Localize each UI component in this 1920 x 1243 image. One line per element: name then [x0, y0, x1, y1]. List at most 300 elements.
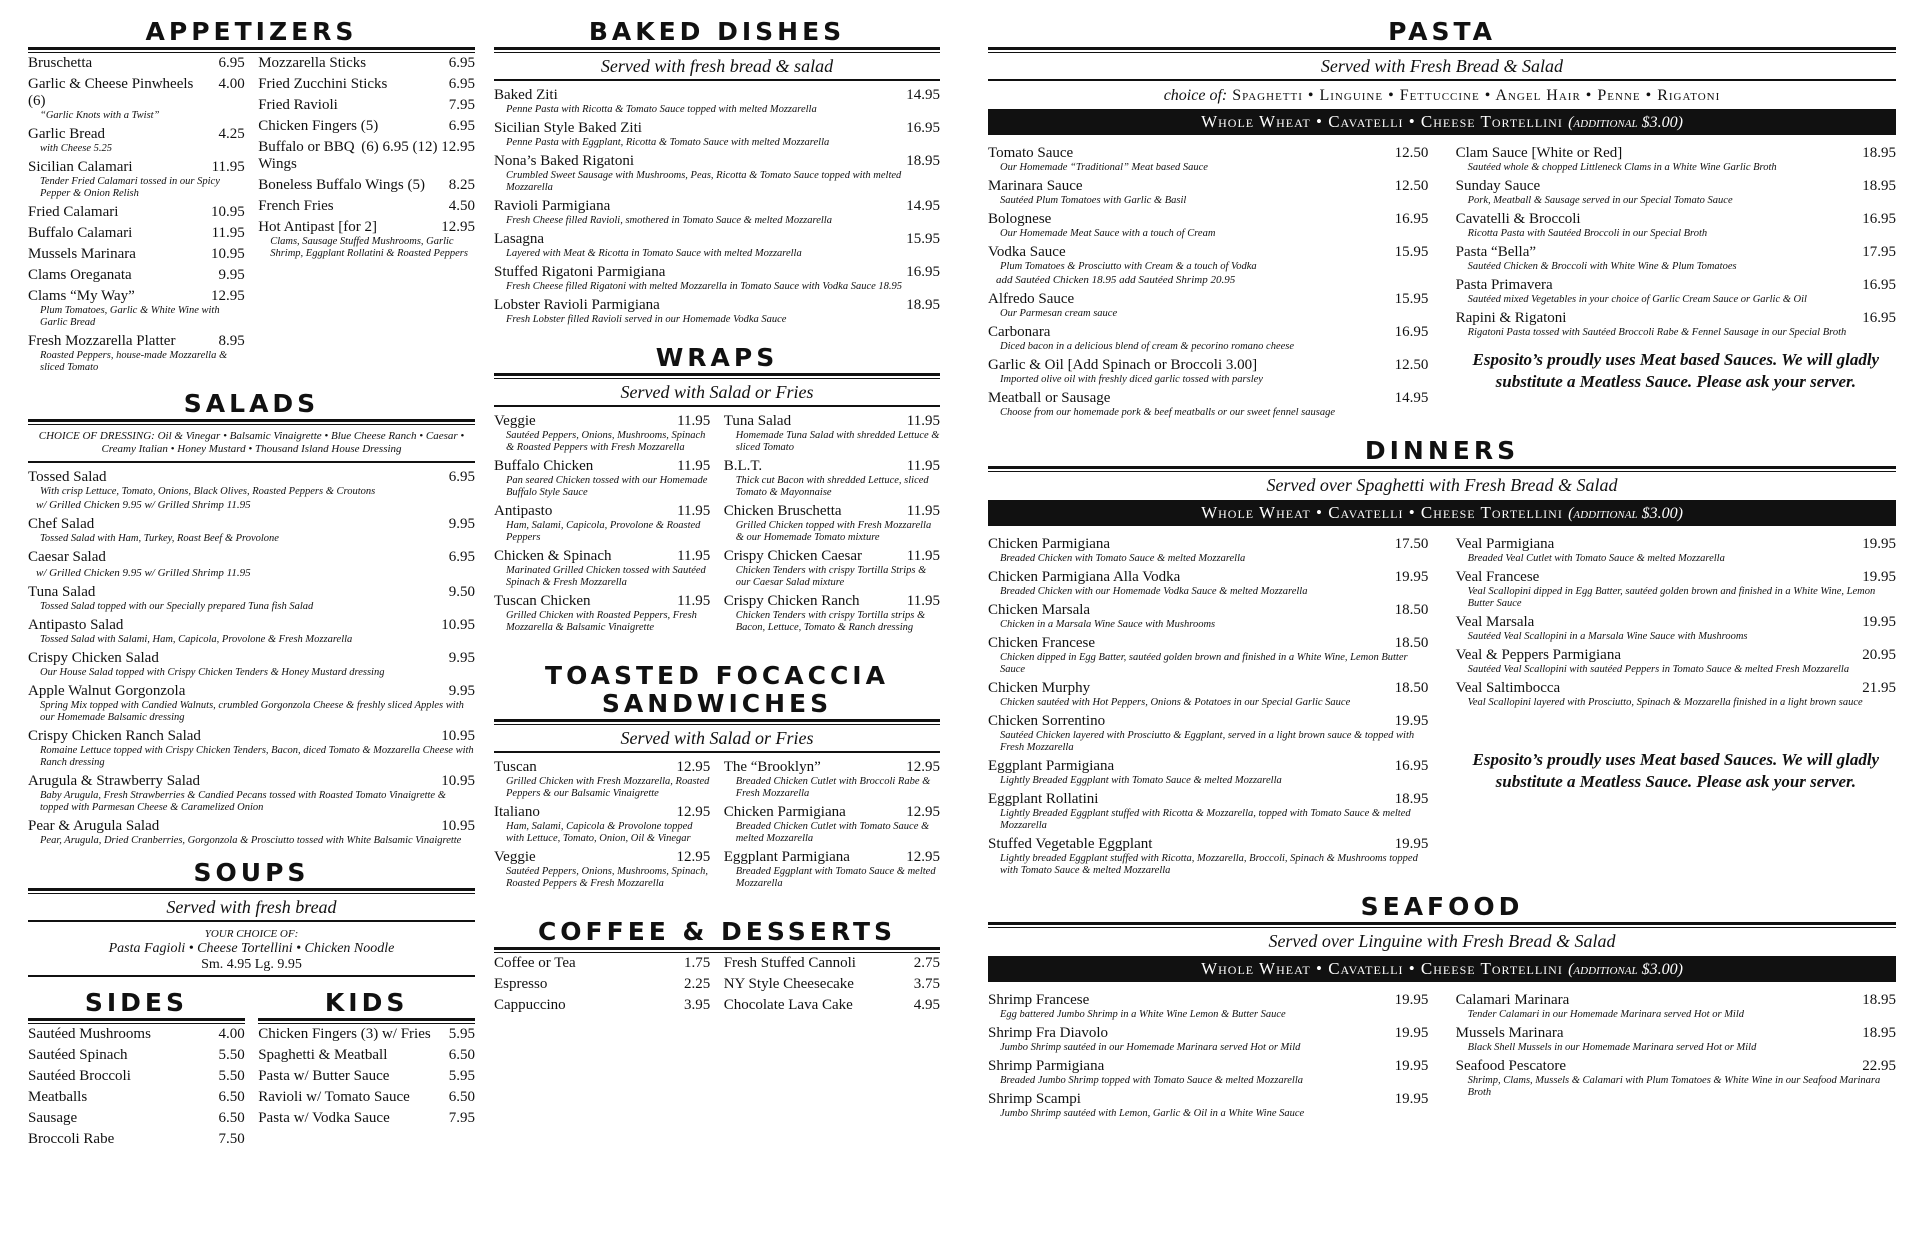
menu-item: [724, 593, 940, 634]
item-price: 18.95: [1862, 178, 1896, 194]
item-description: Sautéed Chicken layered with Prosciutto & Eggplant, served in a light brown sauce & topped with Fresh Mozzarella: [1000, 730, 1415, 753]
divider: [28, 1018, 245, 1024]
section-title: DINNERS: [1364, 436, 1520, 465]
menu-item: [28, 1131, 245, 1148]
divider: [494, 751, 940, 753]
item-name: Coffee or Tea: [494, 955, 576, 971]
upgrade-options: Whole Wheat • Cavatelli • Cheese Tortellini: [1201, 112, 1563, 131]
item-price: 6.50: [218, 1110, 245, 1126]
item-price: 6.95: [448, 469, 475, 485]
item-price: 18.95: [906, 153, 940, 169]
item-name: Veal & Peppers Parmigiana: [1455, 647, 1621, 663]
item-price: 12.50: [1394, 178, 1429, 194]
menu-item: [28, 1068, 245, 1085]
menu-item: [1456, 1025, 1896, 1054]
item-price: 5.95: [448, 1068, 475, 1084]
item-price: 2.75: [913, 955, 940, 971]
menu-item: [28, 728, 475, 769]
item-description: Egg battered Jumbo Shrimp in a White Wine Lemon & Butter Sauce: [1000, 1009, 1286, 1020]
menu-item: [28, 617, 475, 646]
item-row: [1456, 277, 1896, 294]
item-name: Clam Sauce [White or Red]: [1455, 145, 1623, 161]
item-description: Chicken in a Marsala Wine Sauce with Mushrooms: [1000, 619, 1216, 630]
item-name: Garlic Bread: [28, 126, 106, 142]
item-name: Sicilian Style Baked Ziti: [494, 120, 642, 136]
item-row: [28, 333, 245, 350]
item-price: 11.95: [211, 225, 245, 241]
item-name: Fresh Stuffed Cannoli: [723, 955, 856, 971]
item-row: [1456, 992, 1896, 1009]
section-title: SIDES: [84, 988, 188, 1017]
menu-item: [724, 458, 940, 499]
item-price: 6.50: [448, 1089, 475, 1105]
item-description: Plum Tomatoes, Garlic & White Wine with Garlic Bread: [40, 305, 220, 328]
item-row: [28, 516, 475, 533]
item-price: 19.95: [1862, 536, 1896, 552]
menu-item: [988, 390, 1428, 419]
item-name: Mussels Marinara: [1455, 1025, 1564, 1041]
item-name: Tuscan: [494, 759, 537, 775]
soup-choice-label: YOUR CHOICE OF:: [204, 928, 299, 940]
item-row: [28, 818, 475, 835]
menu-item: [1456, 680, 1896, 709]
item-row: [258, 177, 475, 194]
item-row: [28, 584, 475, 601]
item-row: [28, 1047, 245, 1064]
menu-item: [28, 159, 245, 200]
item-row: [28, 288, 245, 305]
menu-item: [28, 818, 475, 847]
item-row: [28, 126, 245, 143]
item-list: [988, 145, 1428, 423]
item-price: 18.95: [1862, 1025, 1896, 1041]
item-price: 10.95: [441, 773, 475, 789]
item-price: 14.95: [906, 87, 940, 103]
menu-item: [494, 759, 710, 800]
item-row: [258, 219, 475, 236]
item-description: Spring Mix topped with Candied Walnuts, crumbled Gorgonzola Cheese & freshly sliced Apples with our Homemade Balsamic dressing: [40, 700, 464, 723]
item-price: 18.95: [906, 297, 940, 313]
item-row: [28, 1110, 245, 1127]
item-name: French Fries: [258, 198, 334, 214]
menu-item: [258, 1089, 475, 1106]
item-price: 10.95: [441, 818, 475, 834]
item-price: (6) 6.95 (12) 12.95: [361, 139, 475, 155]
item-row: [28, 549, 475, 566]
item-description: Our Homemade “Traditional” Meat based Sauce: [1000, 162, 1208, 173]
item-row: [494, 593, 710, 610]
item-row: [988, 211, 1428, 228]
item-name: Hot Antipast [for 2]: [258, 219, 377, 235]
menu-item: [988, 992, 1428, 1021]
menu-item: [988, 244, 1428, 287]
item-row: [988, 244, 1428, 261]
item-name: Chocolate Lava Cake: [723, 997, 853, 1013]
section-title: PASTA: [1388, 17, 1496, 46]
menu-item: [494, 548, 710, 589]
item-price: 11.95: [906, 458, 940, 474]
menu-item: [258, 97, 475, 114]
item-price: 19.95: [1862, 614, 1896, 630]
item-name: Boneless Buffalo Wings (5): [258, 177, 425, 193]
item-description: Marinated Grilled Chicken tossed with Sautéed Spinach & Fresh Mozzarella: [506, 565, 706, 588]
menu-item: [258, 118, 475, 135]
item-row: [494, 264, 940, 281]
item-name: Tuna Salad: [723, 413, 792, 429]
item-row: [724, 976, 940, 993]
item-row: [1456, 569, 1896, 586]
menu-item: [28, 333, 245, 374]
item-description: Breaded Chicken with Tomato Sauce & melted Mozzarella: [1000, 553, 1246, 564]
item-list: [724, 955, 940, 1018]
item-name: B.L.T.: [723, 458, 763, 474]
item-price: 4.00: [218, 76, 245, 92]
item-name: Chicken Fingers (5): [258, 118, 379, 134]
item-name: Fried Zucchini Sticks: [258, 76, 388, 92]
item-description: Ham, Salami, Capicola, Provolone & Roasted Peppers: [506, 520, 701, 543]
item-name: Chicken Marsala: [988, 602, 1091, 618]
item-row: [988, 390, 1428, 407]
item-name: The “Brooklyn”: [723, 759, 821, 775]
item-price: 6.95: [448, 549, 475, 565]
section-title: SANDWICHES: [601, 689, 833, 718]
item-description: Penne Pasta with Eggplant, Ricotta & Tomato Sauce with melted Mozzarella: [506, 137, 830, 148]
item-row: [258, 55, 475, 72]
item-description: Romaine Lettuce topped with Crispy Chicken Tenders, Bacon, diced Tomato & Mozzarella Cheese with Ranch dressing: [40, 745, 474, 768]
meatless-note: Esposito’s proudly uses Meat based Sauces. We will gladly substitute a Meatless Sauce. Please ask your server.: [1472, 350, 1880, 391]
item-description: Breaded Chicken with our Homemade Vodka Sauce & melted Mozzarella: [1000, 586, 1308, 597]
item-price: 16.95: [906, 264, 940, 280]
item-description: Sautéed whole & chopped Littleneck Clams in a White Wine Garlic Broth: [1467, 162, 1777, 173]
item-description: Lightly Breaded Eggplant stuffed with Ricotta & Mozzarella, topped with Tomato Sauce & melted Mozzarella: [1000, 808, 1411, 831]
item-price: 10.95: [441, 728, 475, 744]
item-row: [724, 458, 940, 475]
item-price: 18.50: [1394, 635, 1429, 651]
item-description: Chicken dipped in Egg Batter, sautéed golden brown and finished in a White Wine, Lemon Butter Sauce: [1000, 652, 1408, 675]
divider: [494, 47, 940, 53]
menu-item: [988, 1058, 1428, 1087]
item-price: 19.95: [1862, 569, 1896, 585]
item-name: Clams Oreganata: [28, 267, 132, 283]
item-description: Layered with Meat & Ricotta in Tomato Sauce with melted Mozzarella: [506, 248, 802, 259]
menu-item: [724, 548, 940, 589]
item-price: 12.50: [1394, 357, 1429, 373]
item-row: [494, 548, 710, 565]
item-price: 19.95: [1394, 836, 1429, 852]
item-price: 9.50: [448, 584, 475, 600]
item-name: Mussels Marinara: [28, 246, 136, 262]
item-description: Baby Arugula, Fresh Strawberries & Candied Pecans tossed with Roasted Tomato Vinaigrette & topped with Parmesan Cheese & Caramelized Onion: [40, 790, 446, 813]
item-description: Chicken Tenders with crispy Tortilla Strips & our Caesar Salad mixture: [735, 565, 927, 588]
item-list: [494, 413, 710, 638]
item-description: Tender Fried Calamari tossed in our Spicy Pepper & Onion Relish: [40, 176, 220, 199]
item-description: Sautéed Chicken & Broccoli with White Wine & Plum Tomatoes: [1467, 261, 1737, 272]
menu-item: [988, 1025, 1428, 1054]
menu-item: [494, 955, 710, 972]
item-price: 11.95: [677, 503, 711, 519]
item-name: Marinara Sauce: [988, 178, 1083, 194]
item-name: Shrimp Francese: [988, 992, 1090, 1008]
item-name: Crispy Chicken Ranch: [723, 593, 860, 609]
item-price: 11.95: [211, 159, 245, 175]
menu-item: [1456, 569, 1896, 610]
section-title: SEAFOOD: [1360, 892, 1524, 921]
appetizers-section: [28, 18, 475, 378]
item-price: 19.95: [1394, 1058, 1429, 1074]
item-list: [494, 955, 710, 1018]
item-name: Carbonara: [988, 324, 1051, 340]
item-description: Shrimp, Clams, Mussels & Calamari with Plum Tomatoes & White Wine in our Seafood Marinara Broth: [1467, 1075, 1881, 1098]
item-row: [494, 759, 710, 776]
item-description: Pork, Meatball & Sausage served in our Special Tomato Sauce: [1467, 195, 1733, 206]
item-row: [988, 324, 1428, 341]
item-price: 8.95: [218, 333, 245, 349]
item-name: Tossed Salad: [28, 469, 107, 485]
soups-section: [28, 859, 475, 977]
menu-item: [1456, 211, 1896, 240]
item-name: Eggplant Parmigiana: [723, 849, 850, 865]
item-price: 9.95: [448, 683, 475, 699]
item-name: Apple Walnut Gorgonzola: [28, 683, 186, 699]
menu-item: [494, 198, 940, 227]
item-list: [1456, 145, 1896, 339]
upgrade-options: Whole Wheat • Cavatelli • Cheese Tortellini: [1201, 503, 1563, 522]
item-list: [724, 413, 940, 638]
menu-item: [494, 593, 710, 634]
item-addon: w/ Grilled Chicken 9.95 w/ Grilled Shrimp 11.95: [36, 567, 251, 579]
item-row: [258, 139, 475, 173]
item-description: Breaded Chicken Cutlet with Broccoli Rabe & Fresh Mozzarella: [735, 776, 931, 799]
item-row: [1456, 145, 1896, 162]
menu-item: [988, 791, 1428, 832]
item-price: 15.95: [1394, 291, 1429, 307]
item-description: Sautéed Plum Tomatoes with Garlic & Basil: [1000, 195, 1187, 206]
item-row: [28, 1026, 245, 1043]
item-price: 11.95: [677, 458, 711, 474]
item-name: Rapini & Rigatoni: [1455, 310, 1567, 326]
item-price: 4.00: [218, 1026, 245, 1042]
menu-item: [258, 1026, 475, 1043]
item-description: Breaded Chicken Cutlet with Tomato Sauce & melted Mozzarella: [735, 821, 930, 844]
menu-item: [28, 246, 245, 263]
item-price: 19.95: [1394, 992, 1429, 1008]
item-price: 22.95: [1862, 1058, 1896, 1074]
menu-item: [988, 211, 1428, 240]
section-title: COFFEE & DESSERTS: [537, 917, 897, 946]
item-price: 18.95: [1394, 791, 1429, 807]
item-description: Sautéed Veal Scallopini in a Marsala Wine Sauce with Mushrooms: [1467, 631, 1748, 642]
item-row: [28, 225, 245, 242]
item-name: Calamari Marinara: [1455, 992, 1570, 1008]
menu-item: [1456, 614, 1896, 643]
item-description: Pan seared Chicken tossed with our Homemade Buffalo Style Sauce: [506, 475, 708, 498]
item-name: Lobster Ravioli Parmigiana: [494, 297, 660, 313]
item-price: 16.95: [906, 120, 940, 136]
item-row: [988, 291, 1428, 308]
item-price: 12.95: [906, 759, 940, 775]
menu-item: [28, 516, 475, 545]
menu-item: [258, 1047, 475, 1064]
item-name: Chicken Parmigiana Alla Vodka: [988, 569, 1181, 585]
section-subtitle: Served with Fresh Bread & Salad: [1320, 56, 1564, 76]
pasta-choices: [988, 87, 1896, 105]
divider: [28, 920, 475, 922]
item-row: [258, 198, 475, 215]
item-description: Grilled Chicken with Roasted Peppers, Fresh Mozzarella & Balsamic Vinaigrette: [506, 610, 697, 633]
item-price: 18.95: [1862, 145, 1896, 161]
menu-item: [258, 139, 475, 173]
item-price: 18.50: [1394, 680, 1429, 696]
item-row: [494, 804, 710, 821]
item-price: 16.95: [1862, 310, 1896, 326]
item-row: [988, 758, 1428, 775]
item-name: Shrimp Parmigiana: [988, 1058, 1105, 1074]
salads-section: [28, 390, 475, 847]
divider: [494, 79, 940, 81]
item-row: [724, 413, 940, 430]
menu-item: [724, 976, 940, 993]
item-name: Stuffed Rigatoni Parmigiana: [494, 264, 666, 280]
item-name: Nona’s Baked Rigatoni: [494, 153, 634, 169]
item-name: Chicken Parmigiana: [723, 804, 846, 820]
section-title: APPETIZERS: [145, 17, 358, 46]
item-row: [988, 635, 1428, 652]
menu-item: [494, 458, 710, 499]
item-price: 10.95: [211, 246, 245, 262]
upgrade-bar: [988, 956, 1896, 982]
divider: [988, 922, 1896, 928]
section-title: TOASTED FOCACCIA: [545, 661, 889, 690]
item-row: [1456, 1058, 1896, 1075]
item-name: Alfredo Sauce: [988, 291, 1075, 307]
item-name: Pear & Arugula Salad: [28, 818, 160, 834]
item-price: 5.95: [448, 1026, 475, 1042]
item-price: 4.50: [448, 198, 475, 214]
item-name: Clams “My Way”: [28, 288, 135, 304]
item-name: Chicken Murphy: [988, 680, 1091, 696]
item-price: 7.50: [218, 1131, 245, 1147]
item-name: Mozzarella Sticks: [258, 55, 367, 71]
menu-item: [494, 153, 940, 194]
item-description: Breaded Eggplant with Tomato Sauce & melted Mozzarella: [735, 866, 936, 889]
menu-item: [28, 1047, 245, 1064]
item-name: Caesar Salad: [28, 549, 106, 565]
item-name: Sautéed Broccoli: [28, 1068, 131, 1084]
item-name: Tuscan Chicken: [494, 593, 591, 609]
divider: [494, 719, 940, 725]
menu-item: [988, 357, 1428, 386]
item-description: Black Shell Mussels in our Homemade Marinara served Hot or Mild: [1467, 1042, 1757, 1053]
item-price: 2.25: [684, 976, 711, 992]
menu-item: [28, 650, 475, 679]
item-name: Veal Marsala: [1455, 614, 1535, 630]
upgrade-bar: [988, 109, 1896, 135]
divider: [494, 405, 940, 407]
item-price: 11.95: [677, 548, 711, 564]
divider: [28, 47, 475, 53]
item-row: [494, 231, 940, 248]
item-name: Chef Salad: [28, 516, 95, 532]
menu-item: [28, 288, 245, 329]
item-row: [28, 159, 245, 176]
menu-item: [988, 713, 1428, 754]
item-name: Baked Ziti: [494, 87, 558, 103]
item-description: With crisp Lettuce, Tomato, Onions, Black Olives, Roasted Peppers & Croutons: [40, 486, 376, 497]
item-name: Buffalo or BBQ Wings: [258, 139, 355, 172]
item-name: Shrimp Fra Diavolo: [988, 1025, 1108, 1041]
soup-list: Pasta Fagioli • Cheese Tortellini • Chicken Noodle: [108, 941, 395, 956]
item-list: [28, 1026, 245, 1148]
menu-item: [1456, 647, 1896, 676]
section-title: BAKED DISHES: [588, 17, 846, 46]
item-row: [1456, 1025, 1896, 1042]
item-row: [724, 997, 940, 1014]
item-row: [1456, 244, 1896, 261]
menu-item: [28, 469, 475, 512]
divider: [494, 947, 940, 953]
item-description: Fresh Cheese filled Rigatoni with melted Mozzarella in Tomato Sauce with Vodka Sauce 18.95: [506, 281, 903, 292]
item-row: [494, 976, 710, 993]
item-description: Tossed Salad topped with our Specially prepared Tuna fish Salad: [40, 601, 314, 612]
upgrade-bar: [988, 500, 1896, 526]
item-price: 12.95: [906, 849, 940, 865]
upgrade-price: (additional $3.00): [1568, 961, 1683, 978]
item-row: [494, 87, 940, 104]
item-row: [258, 1068, 475, 1085]
menu-item: [988, 836, 1428, 877]
item-price: 4.25: [218, 126, 245, 142]
item-price: 1.75: [684, 955, 711, 971]
item-description: Sautéed Veal Scallopini with sautéed Peppers in Tomato Sauce & melted Fresh Mozzarella: [1467, 664, 1850, 675]
item-row: [28, 683, 475, 700]
item-description: Grilled Chicken with Fresh Mozzarella, Roasted Peppers & our Balsamic Vinaigrette: [506, 776, 710, 799]
item-row: [1456, 647, 1896, 664]
item-name: Cavatelli & Broccoli: [1455, 211, 1581, 227]
item-name: Eggplant Parmigiana: [988, 758, 1115, 774]
item-name: Veal Francese: [1455, 569, 1540, 585]
upgrade-options: Whole Wheat • Cavatelli • Cheese Tortellini: [1201, 959, 1563, 978]
item-name: Sautéed Mushrooms: [28, 1026, 151, 1042]
item-name: Antipasto: [494, 503, 553, 519]
item-price: 9.95: [218, 267, 245, 283]
item-list: [988, 536, 1428, 881]
item-row: [494, 413, 710, 430]
item-description: Crumbled Sweet Sausage with Mushrooms, Peas, Ricotta & Tomato Sauce topped with melted Mozzarella: [506, 170, 902, 193]
menu-item: [988, 635, 1428, 676]
item-name: Pasta “Bella”: [1455, 244, 1537, 260]
menu-item: [258, 55, 475, 72]
item-price: 12.95: [441, 219, 475, 235]
item-row: [258, 1026, 475, 1043]
item-list: [1456, 536, 1896, 709]
meatless-note: Esposito’s proudly uses Meat based Sauces. We will gladly substitute a Meatless Sauce. Please ask your server.: [1472, 750, 1880, 791]
item-name: Sausage: [28, 1110, 78, 1126]
item-name: Garlic & Cheese Pinwheels (6): [28, 76, 194, 109]
item-row: [258, 97, 475, 114]
menu-item: [724, 503, 940, 544]
menu-item: [988, 1091, 1428, 1120]
item-list: [1456, 992, 1896, 1124]
upgrade-price: (additional $3.00): [1568, 505, 1683, 522]
item-price: 18.50: [1394, 602, 1429, 618]
item-price: 19.95: [1394, 713, 1429, 729]
item-row: [724, 503, 940, 520]
item-row: [28, 469, 475, 486]
item-name: Buffalo Calamari: [28, 225, 133, 241]
item-name: Chicken Sorrentino: [988, 713, 1106, 729]
item-row: [258, 76, 475, 93]
item-name: Seafood Pescatore: [1455, 1058, 1567, 1074]
